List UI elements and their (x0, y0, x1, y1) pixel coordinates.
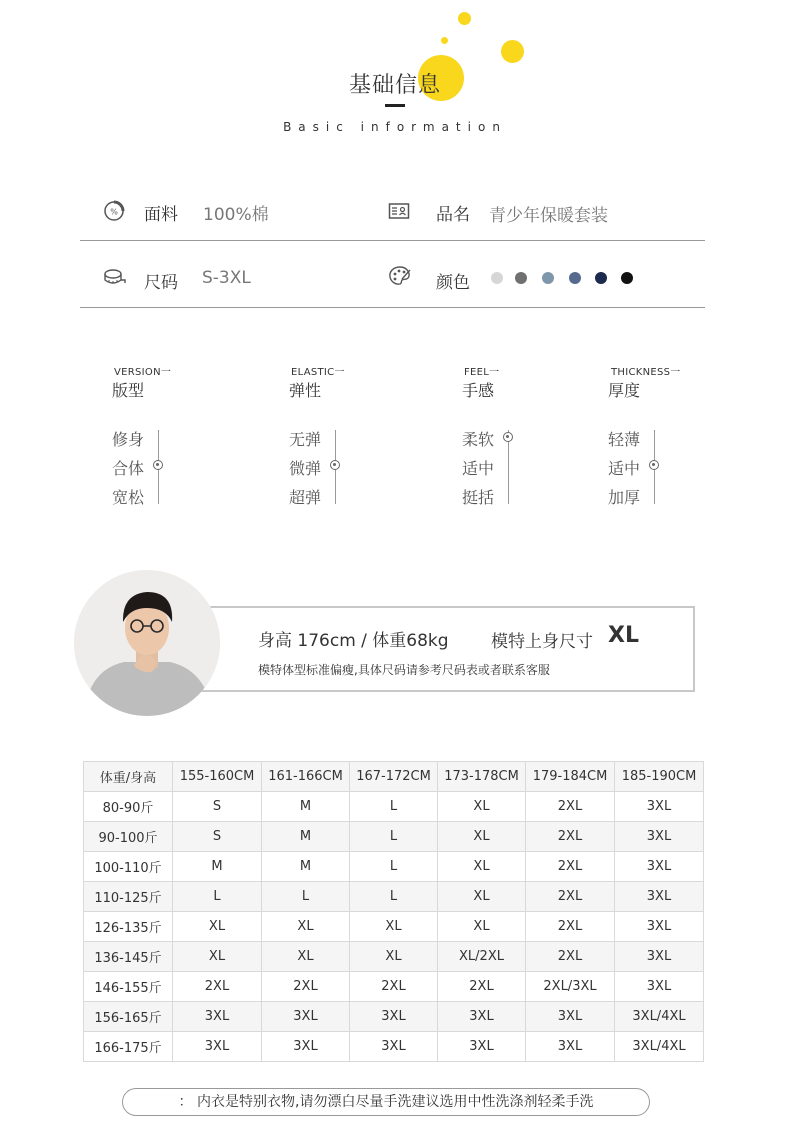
table-cell: 156-165斤 (84, 1002, 173, 1032)
attribute-option: 宽松 (112, 488, 145, 507)
size-value: S-3XL (202, 268, 251, 288)
attribute-option: 轻薄 (608, 430, 641, 449)
table-cell: 3XL (615, 882, 704, 912)
attribute-option: 微弹 (289, 459, 322, 478)
model-avatar (74, 570, 220, 716)
tag-card-icon (388, 200, 410, 222)
table-row (84, 972, 704, 1002)
fabric-label: 面料 (144, 205, 178, 225)
attribute-selected-knob (330, 460, 340, 470)
decor-dot-tiny (441, 37, 448, 44)
table-cell: 3XL (615, 852, 704, 882)
table-cell: 3XL (262, 1032, 350, 1062)
table-cell: 3XL (526, 1002, 615, 1032)
table-row (84, 1002, 704, 1032)
table-cell: 2XL (526, 882, 615, 912)
table-cell: L (350, 882, 438, 912)
table-cell: S (173, 822, 262, 852)
table-cell: XL (350, 912, 438, 942)
palette-icon (388, 265, 410, 287)
attribute-option: 超弹 (289, 488, 322, 507)
model-size-value: XL (608, 623, 639, 648)
table-cell: 3XL (173, 1032, 262, 1062)
attribute-en-label: VERSION一 (114, 367, 172, 378)
care-note: ： 内衣是特别衣物,请勿漂白尽量手洗建议选用中性洗涤剂轻柔手洗 (122, 1088, 650, 1116)
color-swatch[interactable] (515, 272, 527, 284)
table-header-cell: 179-184CM (526, 762, 615, 792)
table-cell: L (350, 792, 438, 822)
decor-dot-small-top (458, 12, 471, 25)
table-cell: 166-175斤 (84, 1032, 173, 1062)
table-cell: 136-145斤 (84, 942, 173, 972)
table-cell: 3XL (438, 1002, 526, 1032)
table-cell: 3XL (615, 972, 704, 1002)
divider-1 (80, 240, 705, 241)
attribute-cn-label: 版型 (112, 381, 145, 400)
table-cell: M (262, 852, 350, 882)
section-title: 基础信息 (348, 73, 441, 98)
table-cell: 2XL (262, 972, 350, 1002)
color-swatch[interactable] (542, 272, 554, 284)
model-size-label: 模特上身尺寸 (491, 632, 593, 652)
table-cell: 3XL (438, 1032, 526, 1062)
table-row (84, 882, 704, 912)
attribute-option: 合体 (112, 459, 145, 478)
table-cell: XL (350, 942, 438, 972)
table-cell: 3XL (615, 792, 704, 822)
table-cell: 2XL (526, 822, 615, 852)
attribute-option: 适中 (608, 459, 641, 478)
table-cell: L (350, 822, 438, 852)
table-cell: 3XL (350, 1032, 438, 1062)
attribute-cn-label: 厚度 (608, 381, 641, 400)
table-cell: 146-155斤 (84, 972, 173, 1002)
color-label: 颜色 (436, 273, 470, 293)
attribute-option: 加厚 (608, 488, 641, 507)
table-cell: XL (438, 882, 526, 912)
table-cell: M (262, 822, 350, 852)
table-header-cell: 体重/身高 (84, 762, 173, 792)
table-cell: 2XL (526, 852, 615, 882)
color-swatch[interactable] (621, 272, 633, 284)
table-cell: 2XL (438, 972, 526, 1002)
table-row (84, 792, 704, 822)
table-cell: S (173, 792, 262, 822)
divider-2 (80, 307, 705, 308)
attribute-en-label: ELASTIC一 (291, 367, 345, 378)
size-label: 尺码 (144, 273, 178, 293)
table-row (84, 912, 704, 942)
color-swatch[interactable] (491, 272, 503, 284)
table-cell: 2XL (526, 792, 615, 822)
attribute-selected-knob (649, 460, 659, 470)
table-cell: 3XL/4XL (615, 1002, 704, 1032)
table-cell: 2XL (173, 972, 262, 1002)
attribute-en-label: FEEL一 (464, 367, 500, 378)
attribute-selected-knob (503, 432, 513, 442)
table-cell: L (350, 852, 438, 882)
table-cell: 2XL (526, 942, 615, 972)
model-note: 模特体型标准偏瘦,具体尺码请参考尺码表或者联系客服 (258, 663, 550, 677)
table-header-cell: 167-172CM (350, 762, 438, 792)
attribute-cn-label: 弹性 (289, 381, 322, 400)
table-cell: XL (438, 912, 526, 942)
table-cell: 110-125斤 (84, 882, 173, 912)
table-header-cell: 185-190CM (615, 762, 704, 792)
table-cell: 126-135斤 (84, 912, 173, 942)
attribute-option: 无弹 (289, 430, 322, 449)
attribute-option: 适中 (462, 459, 495, 478)
table-cell: 80-90斤 (84, 792, 173, 822)
table-cell: 2XL (350, 972, 438, 1002)
attribute-en-label: THICKNESS一 (611, 367, 681, 378)
attribute-option: 挺括 (462, 488, 495, 507)
table-cell: L (173, 882, 262, 912)
model-stats: 身高 176cm / 体重68kg (258, 631, 449, 651)
product-name-value: 青少年保暖套装 (489, 206, 608, 226)
table-row (84, 822, 704, 852)
section-subtitle: Basic information (283, 120, 507, 134)
table-cell: XL/2XL (438, 942, 526, 972)
table-cell: M (262, 792, 350, 822)
table-cell: 3XL (526, 1032, 615, 1062)
table-row (84, 1032, 704, 1062)
table-header-cell: 155-160CM (173, 762, 262, 792)
color-swatch[interactable] (595, 272, 607, 284)
table-header-cell: 173-178CM (438, 762, 526, 792)
table-cell: 2XL (526, 912, 615, 942)
table-header-cell: 161-166CM (262, 762, 350, 792)
table-cell: 3XL (350, 1002, 438, 1032)
table-cell: XL (438, 822, 526, 852)
table-cell: XL (173, 942, 262, 972)
table-cell: XL (262, 912, 350, 942)
title-underline (385, 104, 405, 107)
table-cell: 100-110斤 (84, 852, 173, 882)
table-cell: L (262, 882, 350, 912)
product-name-label: 品名 (436, 205, 470, 225)
table-cell: 3XL (173, 1002, 262, 1032)
table-cell: M (173, 852, 262, 882)
attribute-option: 修身 (112, 430, 145, 449)
attribute-option: 柔软 (462, 430, 495, 449)
table-cell: XL (262, 942, 350, 972)
color-swatch[interactable] (569, 272, 581, 284)
table-cell: 3XL (615, 822, 704, 852)
table-cell: 3XL/4XL (615, 1032, 704, 1062)
table-cell: 3XL (262, 1002, 350, 1032)
table-cell: 2XL/3XL (526, 972, 615, 1002)
measuring-tape-icon (103, 266, 125, 288)
table-cell: 3XL (615, 912, 704, 942)
table-row (84, 942, 704, 972)
percent-icon (103, 200, 125, 222)
attribute-cn-label: 手感 (462, 381, 495, 400)
table-cell: 90-100斤 (84, 822, 173, 852)
table-cell: XL (173, 912, 262, 942)
table-cell: XL (438, 852, 526, 882)
table-cell: XL (438, 792, 526, 822)
size-table (83, 761, 704, 1062)
table-header-row (84, 762, 704, 792)
table-row (84, 852, 704, 882)
attribute-selected-knob (153, 460, 163, 470)
svg-text:%: % (110, 207, 118, 217)
fabric-value: 100%棉 (203, 205, 269, 225)
decor-dot-medium (501, 40, 524, 63)
table-cell: 3XL (615, 942, 704, 972)
